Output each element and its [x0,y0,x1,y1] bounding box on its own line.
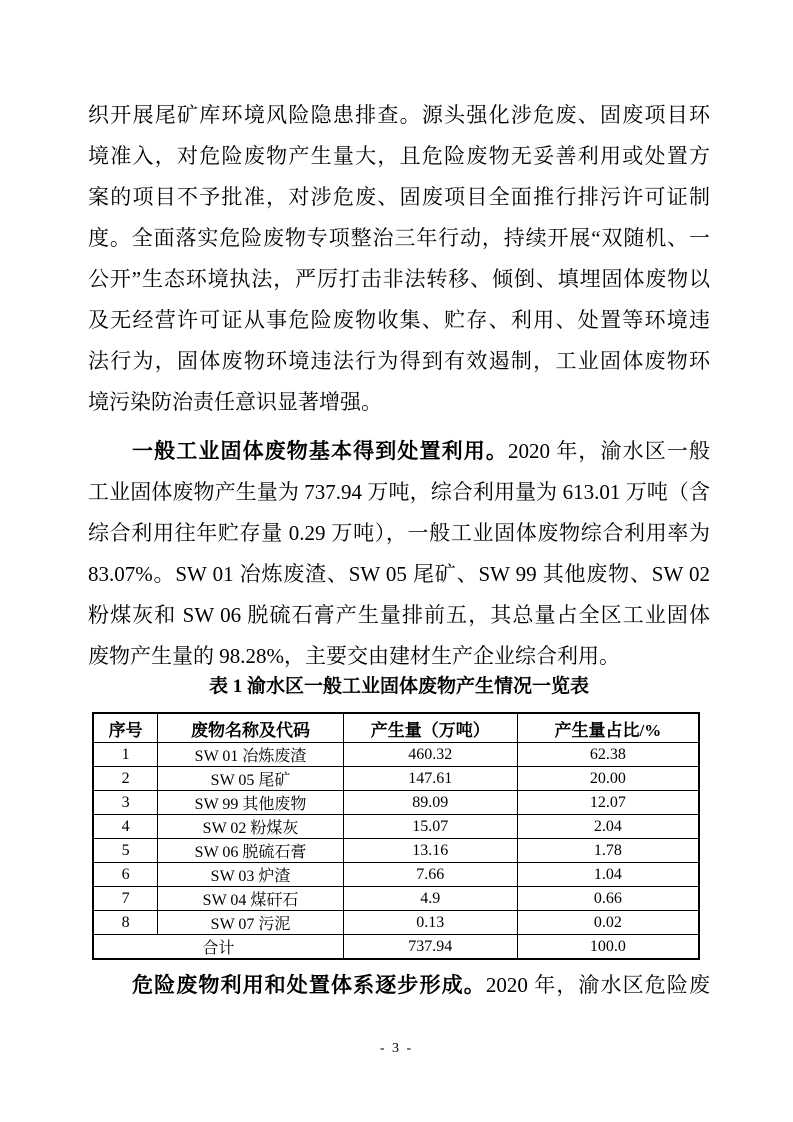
percent-cell: 12.07 [517,791,699,815]
waste-name-cell: SW 07 污泥 [158,911,343,935]
text-line: 及无经营许可证从事危险废物收集、贮存、利用、处置等环境违 [88,308,710,332]
percent-cell: 20.00 [517,767,699,791]
table-title: 表 1 渝水区一般工业固体废物产生情况一览表 [208,676,589,697]
table-row [93,839,699,863]
text-line: 工业固体废物产生量为 737.94 万吨，综合利用量为 613.01 万吨（含 [88,480,710,504]
row-index-cell: 8 [93,911,158,935]
paragraph-enforcement [88,95,710,423]
waste-name-cell: SW 99 其他废物 [158,791,343,815]
text-line: 综合利用往年贮存量 0.29 万吨），一般工业固体废物综合利用率为 [88,521,710,545]
waste-name-cell: SW 04 煤矸石 [158,887,343,911]
text-line: 83.07%。SW 01 冶炼废渣、SW 05 尾矿、SW 99 其他废物、SW 02 [88,562,710,586]
table-header-row [93,713,699,743]
paragraph-hazardous-waste [88,965,710,1006]
row-index-cell: 2 [93,767,158,791]
page-number: - 3 - [379,1041,414,1056]
text-line: 境污染防治责任意识显著增强。 [88,390,382,414]
total-label-cell: 合计 [93,935,343,960]
percent-cell: 62.38 [517,743,699,767]
amount-cell: 89.09 [343,791,517,815]
percent-cell: 0.66 [517,887,699,911]
table-row [93,911,699,935]
amount-cell: 13.16 [343,839,517,863]
text-line: 公开”生态环境执法，严厉打击非法转移、倾倒、填埋固体废物以 [88,267,710,291]
paragraph-lead-rest: 2020 年，渝水区危险废 [485,973,710,997]
table-row [93,791,699,815]
amount-cell: 7.66 [343,863,517,887]
paragraph-general-waste [88,431,710,677]
amount-cell: 147.61 [343,767,517,791]
column-header-amount: 产生量（万吨） [343,713,517,743]
amount-cell: 15.07 [343,815,517,839]
paragraph-lead-bold: 一般工业固体废物基本得到处置利用。 [132,439,508,463]
paragraph-lead-bold: 危险废物利用和处置体系逐步形成。 [132,973,486,997]
amount-cell: 0.13 [343,911,517,935]
waste-name-cell: SW 03 炉渣 [158,863,343,887]
table-row [93,743,699,767]
percent-cell: 0.02 [517,911,699,935]
table-row [93,887,699,911]
percent-cell: 1.78 [517,839,699,863]
percent-cell: 2.04 [517,815,699,839]
table-total-row [93,935,699,960]
text-line: 织开展尾矿库环境风险隐患排查。源头强化涉危废、固废项目环 [88,103,710,127]
total-percent-cell: 100.0 [517,935,699,960]
percent-cell: 1.04 [517,863,699,887]
amount-cell: 4.9 [343,887,517,911]
text-line: 案的项目不予批准，对涉危废、固废项目全面推行排污许可证制 [88,185,710,209]
table-row [93,767,699,791]
row-index-cell: 3 [93,791,158,815]
waste-table [92,712,700,960]
waste-name-cell: SW 02 粉煤灰 [158,815,343,839]
column-header-index: 序号 [93,713,158,743]
paragraph-lead-rest: 2020 年，渝水区一般 [507,439,710,463]
text-line: 度。全面落实危险废物专项整治三年行动，持续开展“双随机、一 [88,226,710,250]
row-index-cell: 7 [93,887,158,911]
row-index-cell: 6 [93,863,158,887]
row-index-cell: 1 [93,743,158,767]
waste-name-cell: SW 01 冶炼废渣 [158,743,343,767]
table-row [93,863,699,887]
waste-name-cell: SW 06 脱硫石膏 [158,839,343,863]
text-line: 粉煤灰和 SW 06 脱硫石膏产生量排前五，其总量占全区工业固体 [88,603,710,627]
column-header-percent: 产生量占比/% [517,713,699,743]
text-line [88,431,710,472]
text-line [88,965,710,1006]
text-line: 废物产生量的 98.28%，主要交由建材生产企业综合利用。 [88,644,620,668]
waste-name-cell: SW 05 尾矿 [158,767,343,791]
total-amount-cell: 737.94 [343,935,517,960]
text-line: 法行为，固体废物环境违法行为得到有效遏制，工业固体废物环 [88,349,710,373]
row-index-cell: 4 [93,815,158,839]
column-header-name: 废物名称及代码 [158,713,343,743]
text-line: 境准入，对危险废物产生量大，且危险废物无妥善利用或处置方 [88,144,710,168]
amount-cell: 460.32 [343,743,517,767]
table-row [93,815,699,839]
row-index-cell: 5 [93,839,158,863]
